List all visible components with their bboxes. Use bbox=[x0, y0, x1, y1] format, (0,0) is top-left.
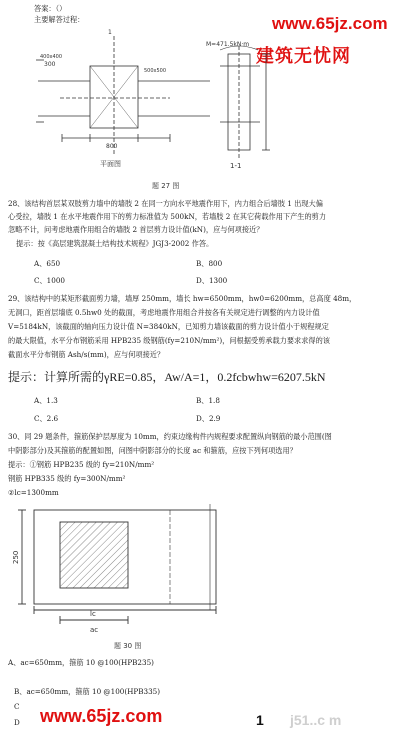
q28-option-d: D、1300 bbox=[196, 276, 228, 285]
fig30-ac: ac bbox=[90, 626, 99, 634]
brand-watermark: 建筑无忧网 bbox=[256, 46, 351, 66]
q30-line-1: 30、同 29 题条件，箍筋保护层厚度为 10mm，约束边缘构件内规程要求配置纵向钢筋的最小范围(图 bbox=[8, 432, 332, 441]
site-watermark-bottom: www.65jz.com bbox=[40, 706, 163, 726]
site-watermark-bottom-right: j51..c m bbox=[290, 712, 342, 728]
q30-option-a: A、ac=650mm，箍筋 10 @100(HPB235) bbox=[8, 658, 154, 667]
q29-hint-prefix: 提示：计算所需的 bbox=[8, 370, 105, 384]
fig30-lc: lc bbox=[90, 610, 96, 618]
q28-line-3: 忽略不计，问考虑地震作用组合的墙肢 2 首层剪力设计值(kN)，应与何项接近？ bbox=[8, 225, 264, 234]
fig30-caption: 题 30 图 bbox=[114, 642, 142, 650]
q28-line-1: 28、该结构首层某双肢剪力墙中的墙肢 2 在同一方向水平地震作用下，内力组合后墙肢 1 出现大偏 bbox=[8, 199, 323, 208]
q30-hint-2: 钢筋 HPB335 级的 fy=300N/mm² bbox=[8, 474, 126, 483]
site-watermark-bottom-right-fragment: 1 bbox=[256, 712, 264, 728]
section-mark-top: 1 bbox=[108, 29, 112, 36]
site-watermark-top: www.65jz.com bbox=[272, 14, 388, 33]
q30-option-d: D bbox=[14, 718, 20, 727]
q30-hint-3: ②lc=1300mm bbox=[8, 488, 59, 497]
q28-line-2: 心受拉，墙肢 1 在水平地震作用下的剪力标准值为 500kN，若墙肢 2 在其它荷载作用下产生的剪力 bbox=[8, 212, 327, 221]
q29-option-c: C、2.6 bbox=[34, 414, 59, 423]
q29-line-1: 29、该结构中的某矩形截面剪力墙，墙厚 250mm，墙长 hw=6500mm，hw0=6200mm，总高度 48m， bbox=[8, 294, 357, 303]
q29-line-3: V=5184kN，该截面的轴向压力设计值 N=3840kN，已知剪力墙该截面的剪力设计值小于规程规定 bbox=[8, 322, 329, 331]
section-view bbox=[220, 46, 270, 158]
q29-hint-formula: γRE=0.85，Aw/A=1，0.2fcbwhw=6207.5kN bbox=[104, 370, 326, 384]
moment-label: M=471.5kN·m bbox=[206, 41, 250, 48]
figure-30 bbox=[10, 502, 230, 650]
plan-title: 平面图 bbox=[100, 160, 121, 168]
plan-view bbox=[36, 36, 210, 154]
bottom-dim: 800 bbox=[106, 143, 118, 150]
q28-option-b: B、800 bbox=[196, 259, 223, 268]
q28-hint: 提示：按《高层建筑混凝土结构技术规程》JGJ3-2002 作答。 bbox=[16, 239, 214, 248]
q29-option-b: B、1.8 bbox=[196, 396, 220, 405]
fig27-caption: 题 27 图 bbox=[152, 182, 180, 190]
answer-line: 答案：（） bbox=[34, 4, 67, 13]
left-tag: 300 bbox=[44, 61, 56, 68]
section-title: 1-1 bbox=[230, 162, 242, 170]
q30-hint-1: 提示：①钢筋 HPB235 级的 fy=210N/mm² bbox=[8, 460, 155, 469]
q28-option-a: A、650 bbox=[34, 259, 61, 268]
q29-option-a: A、1.3 bbox=[34, 396, 58, 405]
q30-line-2: 中阴影部分)及其箍筋的配置如图，问图中阴影部分的长度 ac 和箍筋，应按下列何项选用？ bbox=[8, 446, 297, 455]
q30-option-b: B、ac=650mm，箍筋 10 @100(HPB335) bbox=[14, 687, 161, 696]
q29-line-4: 的最大限值，水平分布钢筋采用 HPB235 级钢筋(fy=210N/mm²)，问根据受剪承载力要求求得的该 bbox=[8, 336, 330, 345]
shaded-region bbox=[60, 522, 128, 588]
q29-line-5: 截面水平分布钢筋 Ash/s(mm)，应与何项接近？ bbox=[8, 350, 165, 359]
q29-line-2: 无洞口，距首层墙底 0.5hw0 处的截面，考虑地震作用组合并按各有关规定进行调整的内力设计值 bbox=[8, 308, 320, 317]
right-note: 500x500 bbox=[144, 68, 167, 74]
q29-hint bbox=[8, 368, 326, 385]
q29-option-d: D、2.9 bbox=[196, 414, 221, 423]
q28-option-c: C、1000 bbox=[34, 276, 65, 285]
figure-27 bbox=[20, 26, 310, 196]
q30-option-c: C bbox=[14, 702, 20, 711]
left-note: 400x400 bbox=[40, 54, 63, 60]
fig30-dim: 250 bbox=[12, 550, 20, 564]
process-label: 主要解答过程： bbox=[34, 15, 85, 24]
